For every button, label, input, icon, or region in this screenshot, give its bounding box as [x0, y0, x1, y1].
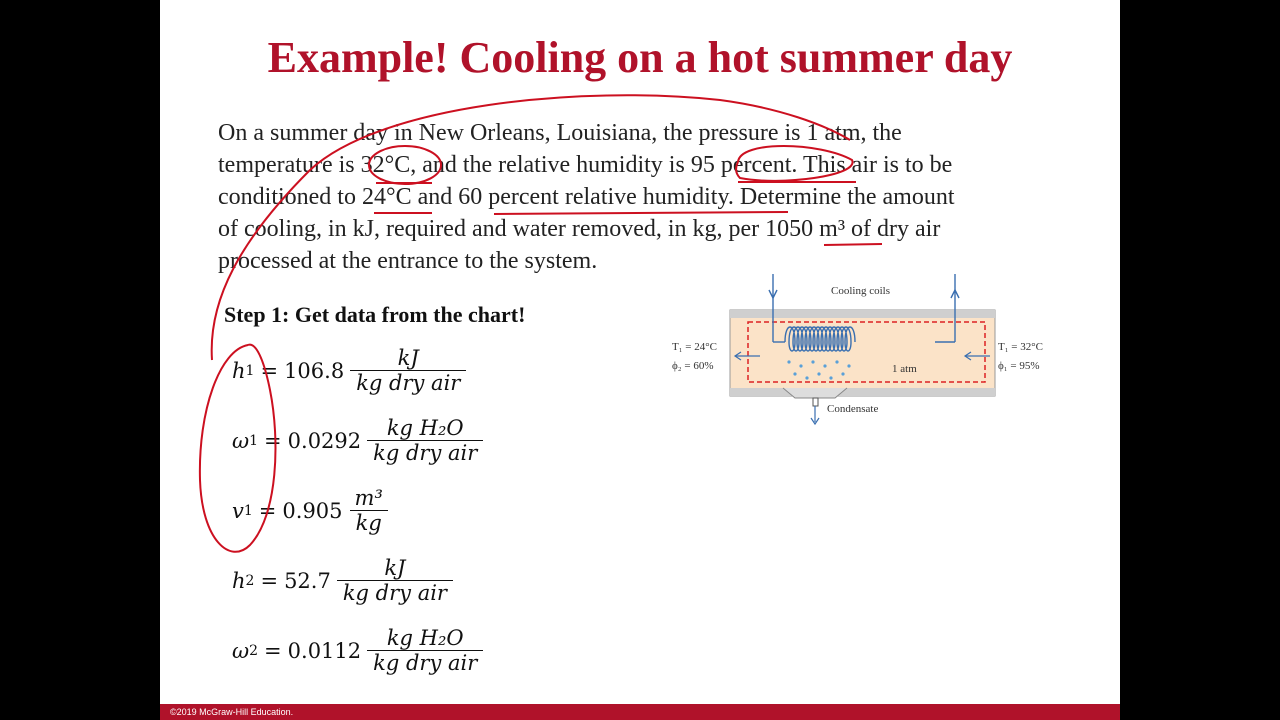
problem-statement [218, 117, 1058, 277]
eq-subscript: 1 [243, 502, 253, 519]
eq-numerator: kg H₂O [386, 416, 464, 440]
slide [160, 0, 1120, 720]
eq-value: 0.0292 [287, 428, 362, 453]
slide-title: Example! Cooling on a hot summer day [267, 33, 1013, 82]
eq-subscript: 1 [249, 432, 259, 449]
eq-value: 52.7 [284, 568, 331, 593]
eq-variable: ω [232, 428, 250, 453]
eq-value: 0.905 [282, 498, 343, 523]
eq-subscript: 2 [249, 642, 259, 659]
label-exit-temperature: T₁ = 24°C [672, 341, 717, 353]
equation-v1: v 1 = 0.905 $\frac{\text{m³}}{kg}$ [232, 486, 389, 535]
problem-line-1: On a summer day in New Orleans, Louisiana, the pressure is 1 atm, the [218, 120, 902, 146]
problem-line-2: temperature is 32°C, and the relative humidity is 95 percent. This air is to be [218, 152, 953, 178]
label-inlet-humidity: ϕ₁ = 95% [998, 360, 1040, 372]
eq-numerator: kJ [384, 556, 406, 580]
label-inlet-temperature: T₁ = 32°C [998, 341, 1043, 353]
eq-subscript: 2 [245, 572, 255, 589]
label-exit-humidity: ϕ₂ = 60% [672, 360, 714, 372]
equation-omega1: ω 1 = 0.0292 $\frac{\text{kg H₂O}}{\text{kg dry air}}$ [232, 416, 483, 465]
eq-numerator: kJ [397, 346, 419, 370]
eq-denominator: kg [350, 510, 388, 535]
problem-line-4: of cooling, in kJ, required and water removed, in kg, per 1050 m³ of dry air [218, 216, 941, 242]
problem-line-5: processed at the entrance to the system. [218, 248, 598, 274]
problem-line-3: conditioned to 24°C and 60 percent relative humidity. Determine the amount [218, 184, 955, 210]
equation-h1: h 1 = 106.8 $\frac{kJ}{\text{kg dry air}}$ [232, 346, 466, 395]
eq-variable: h [232, 358, 246, 383]
eq-variable: ω [232, 638, 250, 663]
label-pressure: 1 atm [892, 363, 917, 375]
condensate-tray [783, 388, 847, 398]
eq-denominator: kg dry air [367, 440, 483, 465]
equation-omega2: ω 2 = 0.0112 $\frac{\text{kg H₂O}}{\text{kg dry air}}$ [232, 626, 483, 675]
eq-denominator: kg dry air [367, 650, 483, 675]
equation-h2: h 2 = 52.7 $\frac{kJ}{\text{kg dry air}}$ [232, 556, 453, 605]
footer-copyright: ©2019 McGraw-Hill Education. [160, 704, 1120, 720]
eq-variable: v [232, 498, 244, 523]
eq-numerator: m³ [354, 486, 383, 510]
cooling-system-diagram [665, 270, 1065, 430]
label-condensate: Condensate [827, 403, 879, 415]
step-heading: Step 1: Get data from the chart! [224, 302, 526, 327]
label-cooling-coils: Cooling coils [831, 285, 890, 297]
eq-denominator: kg dry air [337, 580, 453, 605]
eq-value: 0.0112 [287, 638, 362, 663]
eq-numerator: kg H₂O [386, 626, 464, 650]
duct-bottom-wall [730, 388, 995, 396]
eq-subscript: 1 [245, 362, 255, 379]
drain [813, 398, 818, 406]
eq-denominator: kg dry air [350, 370, 466, 395]
eq-variable: h [232, 568, 246, 593]
eq-value: 106.8 [284, 358, 345, 383]
